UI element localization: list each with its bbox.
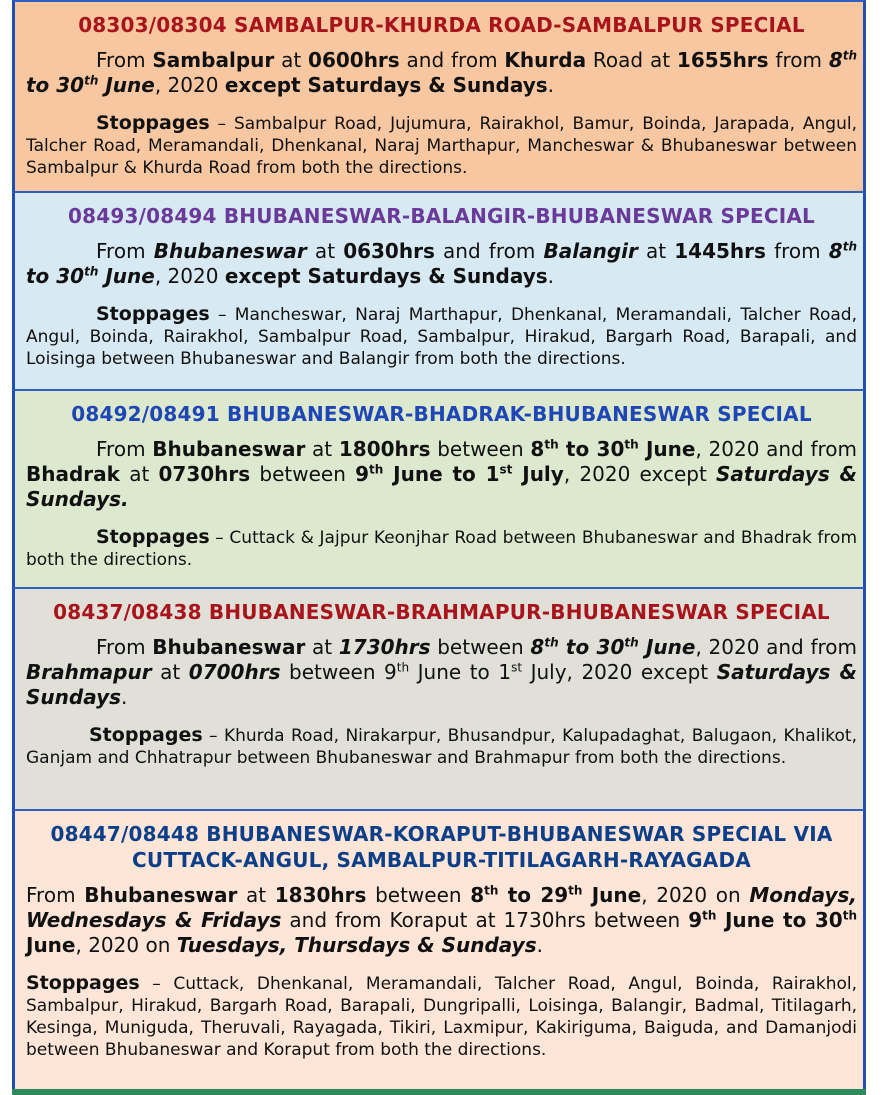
section-title-line1: 08447/08448 BHUBANESWAR-KORAPUT-BHUBANESWAR SPECIAL VIA <box>50 822 833 846</box>
train-section-sambalpur-khurda <box>12 0 866 193</box>
schedule-text: From Bhubaneswar at 1730hrs between 8th to 30th June, 2020 and from Brahmapur at 0700hrs between 9th June to 1st July, 2020 except Saturdays & Sundays. <box>26 635 858 709</box>
section-title-line2: CUTTACK-ANGUL, SAMBALPUR-TITILAGARH-RAYAGADA <box>132 848 751 872</box>
schedule-text: From Bhubaneswar at 1830hrs between 8th to 29th June, 2020 on Mondays, Wednesdays & Fridays and from Koraput at 1730hrs between 9th June to 30th June, 2020 on Tuesdays, Thursdays & Sundays. <box>26 883 858 957</box>
train-section-bhubaneswar-koraput <box>12 811 866 1095</box>
next-section-edge <box>12 1089 866 1095</box>
stoppages-text: Stoppages – Cuttack, Dhenkanal, Meramandali, Talcher Road, Angul, Boinda, Rairakhol, Sambalpur, Hirakud, Bargarh Road, Barapali, Dungripalli, Loisinga, Balangir, Badmal, Titilagarh, Kesinga, Muniguda, Theruvali, Rayagada, Tikiri, Laxmipur, Kakiriguma, Baiguda, and Damanjodi between Bhubaneswar and Koraput from both the directions. <box>26 972 857 1060</box>
section-title <box>26 821 857 873</box>
train-section-bhubaneswar-balangir <box>12 193 866 391</box>
section-title: 08492/08491 BHUBANESWAR-BHADRAK-BHUBANESWAR SPECIAL <box>71 402 812 426</box>
train-section-bhubaneswar-brahmapur <box>12 589 866 811</box>
schedule-text: From Sambalpur at 0600hrs and from Khurda Road at 1655hrs from 8th to 30th June, 2020 except Saturdays & Sundays. <box>26 48 858 97</box>
stoppages-text: Stoppages – Khurda Road, Nirakarpur, Bhusandpur, Kalupadaghat, Balugaon, Khalikot, Ganjam and Chhatrapur between Bhubaneswar and Brahmapur from both the directions. <box>26 724 857 768</box>
schedule-text: From Bhubaneswar at 1800hrs between 8th to 30th June, 2020 and from Bhadrak at 0730hrs between 9th June to 1st July, 2020 except Saturdays & Sundays. <box>26 437 858 511</box>
train-section-bhubaneswar-bhadrak <box>12 391 866 589</box>
schedule-text: From Bhubaneswar at 0630hrs and from Balangir at 1445hrs from 8th to 30th June, 2020 except Saturdays & Sundays. <box>26 239 857 288</box>
section-title: 08303/08304 SAMBALPUR-KHURDA ROAD-SAMBALPUR SPECIAL <box>78 13 805 37</box>
stoppages-text: Stoppages – Mancheswar, Naraj Marthapur, Dhenkanal, Meramandali, Talcher Road, Angul, Boinda, Rairakhol, Sambalpur Road, Sambalpur, Hirakud, Bargarh Road, Barapali, and Loisinga between Bhubaneswar and Balangir from both the directions. <box>26 303 857 369</box>
section-title: 08493/08494 BHUBANESWAR-BALANGIR-BHUBANESWAR SPECIAL <box>68 204 815 228</box>
stoppages-text: Stoppages – Cuttack & Jajpur Keonjhar Road between Bhubaneswar and Bhadrak from both the directions. <box>26 526 857 570</box>
section-title: 08437/08438 BHUBANESWAR-BRAHMAPUR-BHUBANESWAR SPECIAL <box>53 600 830 624</box>
stoppages-text: Stoppages – Sambalpur Road, Jujumura, Rairakhol, Bamur, Boinda, Jarapada, Angul, Talcher Road, Meramandali, Dhenkanal, Naraj Marthapur, Mancheswar & Bhubaneswar between Sambalpur & Khurda Road from both the directions. <box>26 112 857 178</box>
